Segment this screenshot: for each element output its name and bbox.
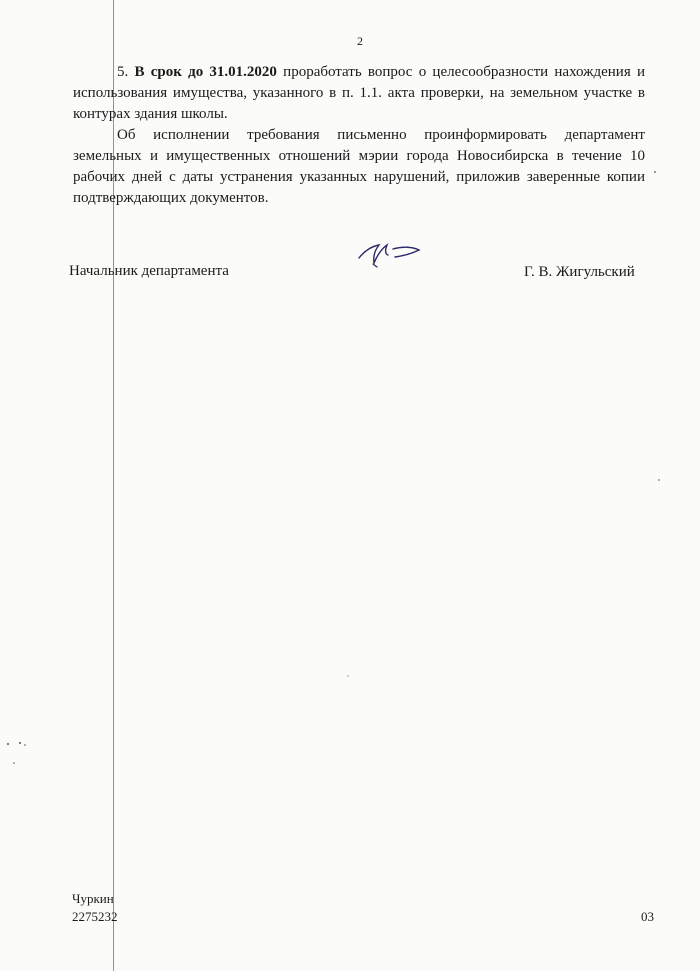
- page-number: 2: [357, 34, 363, 48]
- paragraph-report-requirement: Об исполнении требования письменно проинформировать департамент земельных и имущественных отношений мэрии города Новосибирска в течение 10 рабочих дней с даты устранения указанных нарушений, приложив заверенные копии подтверждающих документов.: [73, 127, 645, 206]
- executor-phone: 2275232: [72, 909, 118, 924]
- signer-position: Начальник департамента: [69, 263, 229, 279]
- signer-name: Г. В. Жигульский: [524, 264, 635, 280]
- document-code: 03: [641, 909, 654, 924]
- item-text: проработать вопрос о целесообразности нахождения и использования имущества, указанного в п. 1.1. акта проверки, на земельном участке в контурах здания школы.: [73, 64, 645, 122]
- item-deadline: В срок до 31.01.2020: [134, 64, 277, 80]
- executor-name: Чуркин: [72, 891, 114, 906]
- item-number: 5.: [117, 64, 129, 80]
